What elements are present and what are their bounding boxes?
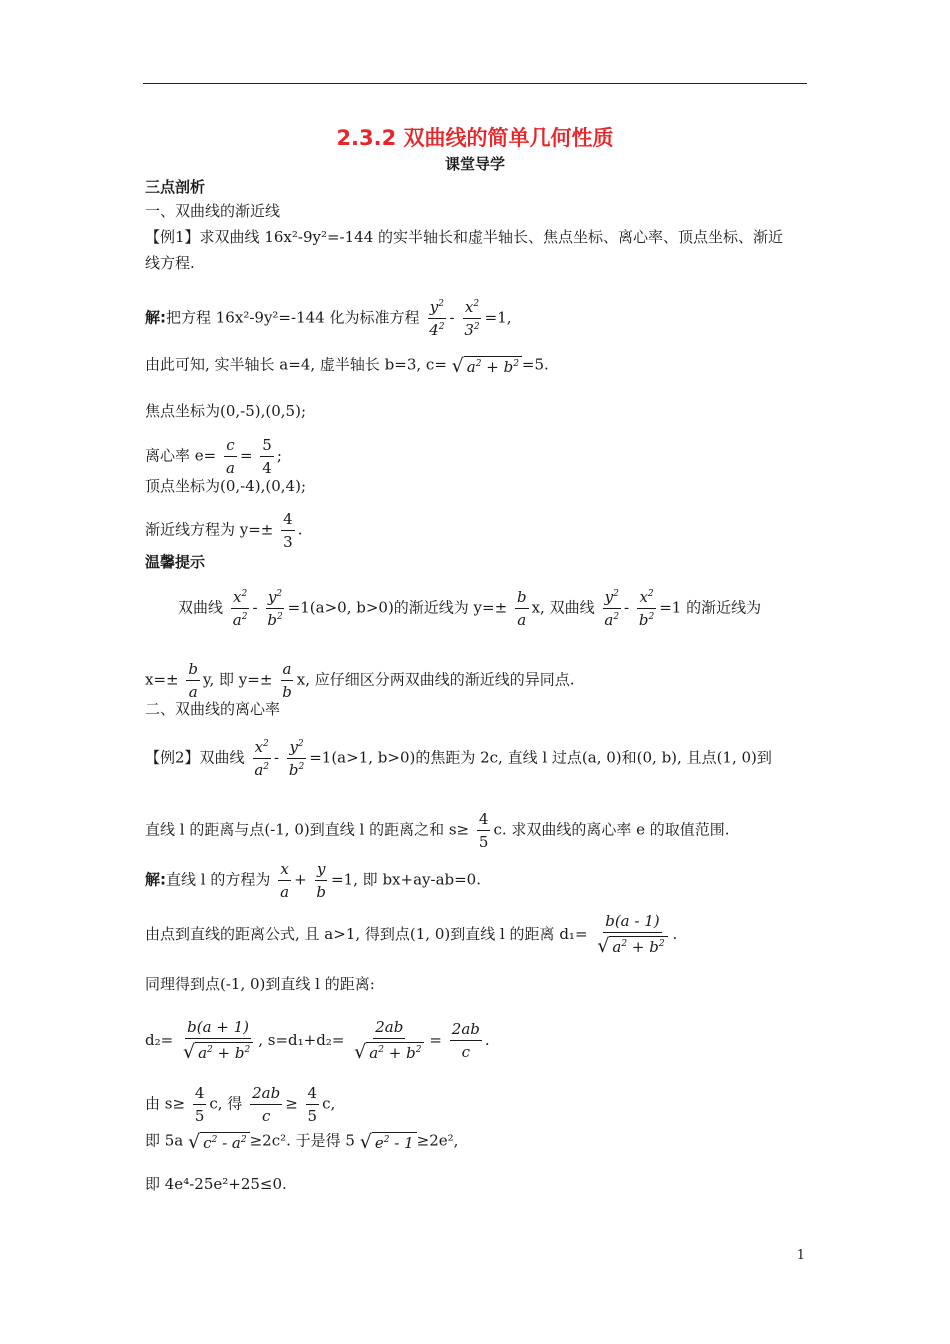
section-heading: 三点剖析 (145, 178, 206, 196)
tip-line-1: 双曲线 $\frac{x^2}{a^2}$ - $\frac{y^2}{b^2}$ =1(a>0, b>0)的渐近线为 y=± $\frac{b}{a}$ x, 双曲线 $\frac{y^2}{a^2}$ - $\frac{x^2}{b^2}$ =1 的渐近线为 (178, 588, 762, 629)
solution-2-final: 即 4e⁴-25e²+25≤0. (145, 1175, 287, 1193)
topic-heading-2: 二、双曲线的离心率 (145, 700, 281, 718)
solution-1-axes: 由此可知, 实半轴长 a=4, 虚半轴长 b=3, c= √ $a^2 + b^2 =5$. (145, 355, 549, 377)
solution-2-d2: d₂= $\frac{b(a + 1)}{√ a^2 + b^2}$ , s=d₁+d₂= $\frac{2ab}{√ a^2 + b^2}$ = $\frac{2ab}{c}$ . (145, 1018, 490, 1063)
header-rule (143, 83, 807, 84)
solution-1-foci: 焦点坐标为(0,-5),(0,5); (145, 402, 307, 420)
example-1-tag: 【例1】 (145, 228, 200, 246)
example-2-line-1: 【例2】双曲线 $\frac{x^2}{a^2}$ - $\frac{y^2}{b^2}$ =1(a>1, b>0)的焦距为 2c, 直线 l 过点(a, 0)和(0, b), 且点(1, 0)到 (145, 738, 772, 779)
solution-2-line-eq: 解:直线 l 的方程为 $\frac{x}{a}$ + $\frac{y}{b}$ =1, 即 bx+ay-ab=0. (145, 860, 481, 901)
solution-label: 解: (145, 308, 166, 327)
tip-line-2: x=± $\frac{b}{a}$ y, 即 y=± $\frac{a}{b}$ x, 应仔细区分两双曲线的渐近线的异同点. (145, 660, 575, 701)
example-2-tag: 【例2】 (145, 748, 200, 767)
solution-2-from: 由 s≥ $\frac{4}{5}$ c, 得 $\frac{2ab}{c}$ ≥ $\frac{4}{5}$ c, (145, 1084, 336, 1125)
solution-2-inequality: 即 5a √ $c^2 - a^2 \ge 2c^2$. 于是得 5 √ $e^2 - 1 \ge 2e^2$, (145, 1131, 459, 1153)
example-1-line-1: 【例1】求双曲线 16x²-9y²=-144 的实半轴长和虚半轴长、焦点坐标、离心率、顶点坐标、渐近 (145, 228, 784, 246)
solution-2-d1: 由点到直线的距离公式, 且 a>1, 得到点(1, 0)到直线 l 的距离 d₁= $\frac{b(a - 1)}{√ a^2 + b^2}$ . (145, 912, 678, 957)
solution-1-line-1: 解:把方程 16x²-9y²=-144 化为标准方程 $\frac{y^2}{4^2}$ - $\frac{x^2}{3^2}$ =1, (145, 298, 512, 339)
tip-heading: 温馨提示 (145, 553, 206, 571)
solution-1-eccentricity: 离心率 e= $\frac{c}{a}$ = $\frac{5}{4}$ ; (145, 436, 282, 477)
example-2-line-2: 直线 l 的距离与点(-1, 0)到直线 l 的距离之和 s≥ $\frac{4}{5}$ c. 求双曲线的离心率 e 的取值范围. (145, 810, 730, 851)
solution-1-asymptote: 渐近线方程为 y=± $\frac{4}{3}$ . (145, 510, 303, 551)
page-number: 1 (796, 1248, 805, 1263)
solution-1-vertex: 顶点坐标为(0,-4),(0,4); (145, 477, 307, 495)
page-subtitle: 课堂导学 (444, 155, 505, 173)
page-title: 2.3.2 双曲线的简单几何性质 (336, 126, 614, 150)
solution-2-same: 同理得到点(-1, 0)到直线 l 的距离: (145, 975, 375, 993)
topic-heading-1: 一、双曲线的渐近线 (145, 202, 281, 220)
example-1-line-2: 线方程. (145, 254, 195, 272)
